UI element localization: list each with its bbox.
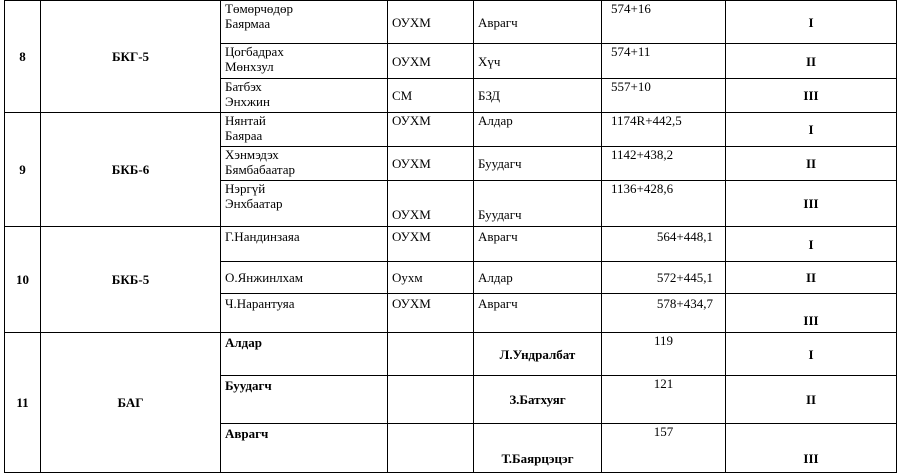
results-table [4,0,897,473]
place-cell: I [726,227,897,262]
score-cell: 1136+428,6 [602,181,726,227]
score-cell: 578+434,7 [602,294,726,333]
team-name: Буудагч [221,376,388,424]
participant-name: Төмөрчөдөр Баярмаа [221,1,388,44]
place-cell: II [726,44,897,79]
score-cell: 119 [602,333,726,376]
empty-cell [388,424,474,473]
org-cell: ОУХМ [388,181,474,227]
org-cell: ОУХМ [388,227,474,262]
group-number: 9 [5,113,41,227]
org-cell: СМ [388,79,474,113]
title-cell: Аврагч [474,294,602,333]
score-cell: 574+11 [602,44,726,79]
score-cell: 574+16 [602,1,726,44]
title-cell: Алдар [474,113,602,147]
participant-name: Цогбадрах Мөнхзул [221,44,388,79]
captain-cell: Т.Баярцэцэг [474,424,602,473]
group-number: 8 [5,1,41,113]
place-cell: I [726,333,897,376]
place-cell: I [726,113,897,147]
empty-cell [388,333,474,376]
place-cell: III [726,424,897,473]
empty-cell [388,376,474,424]
captain-cell: Л.Ундралбат [474,333,602,376]
org-cell: Оухм [388,262,474,294]
score-cell: 572+445,1 [602,262,726,294]
participant-name: Нянтай Баяраа [221,113,388,147]
participant-name: Хэнмэдэх Бямбабаатар [221,147,388,181]
group-code: БАГ [41,333,221,473]
group-number: 11 [5,333,41,473]
title-cell: Аврагч [474,1,602,44]
title-cell: Буудагч [474,147,602,181]
place-cell: II [726,262,897,294]
group-code: БКБ-6 [41,113,221,227]
participant-name: Ч.Нарантуяа [221,294,388,333]
place-cell: III [726,294,897,333]
participant-name: Батбэх Энхжин [221,79,388,113]
score-cell: 121 [602,376,726,424]
org-cell: ОУХМ [388,1,474,44]
org-cell: ОУХМ [388,113,474,147]
place-cell: II [726,147,897,181]
table-row [5,113,897,147]
title-cell: БЗД [474,79,602,113]
table-row [5,1,897,44]
participant-name: О.Янжинлхам [221,262,388,294]
participant-name: Нэргүй Энхбаатар [221,181,388,227]
group-code: БКГ-5 [41,1,221,113]
captain-cell: З.Батхуяг [474,376,602,424]
org-cell: ОУХМ [388,44,474,79]
org-cell: ОУХМ [388,294,474,333]
score-cell: 1142+438,2 [602,147,726,181]
score-cell: 564+448,1 [602,227,726,262]
team-name: Алдар [221,333,388,376]
place-cell: III [726,181,897,227]
team-name: Аврагч [221,424,388,473]
place-cell: I [726,1,897,44]
participant-name: Г.Нандинзаяа [221,227,388,262]
org-cell: ОУХМ [388,147,474,181]
table-row [5,333,897,376]
group-number: 10 [5,227,41,333]
title-cell: Буудагч [474,181,602,227]
title-cell: Аврагч [474,227,602,262]
score-cell: 557+10 [602,79,726,113]
place-cell: II [726,376,897,424]
score-cell: 157 [602,424,726,473]
group-code: БКБ-5 [41,227,221,333]
place-cell: III [726,79,897,113]
title-cell: Алдар [474,262,602,294]
table-row [5,227,897,262]
score-cell: 1174R+442,5 [602,113,726,147]
title-cell: Хүч [474,44,602,79]
